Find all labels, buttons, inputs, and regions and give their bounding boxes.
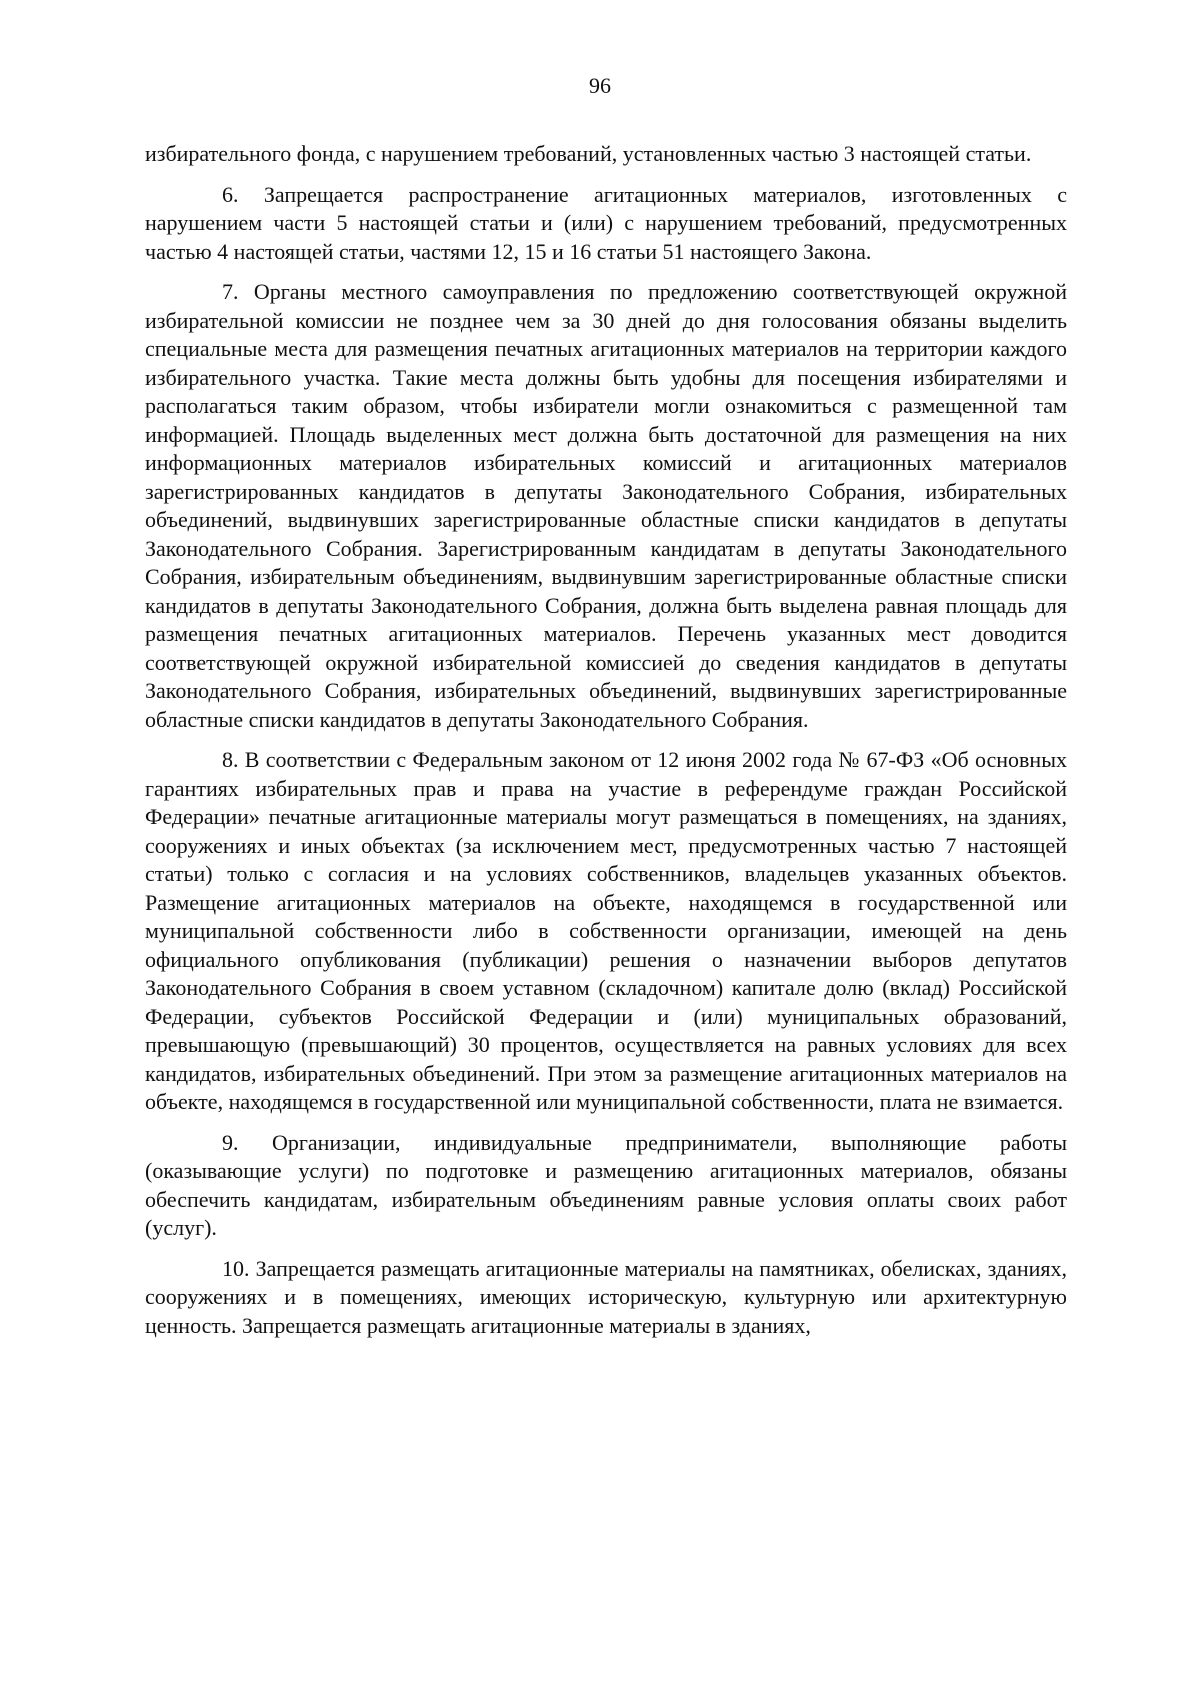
paragraph-8: 8. В соответствии с Федеральным законом от 12 июня 2002 года № 67-ФЗ «Об основных гарантиях избирательных прав и права на участие в референдуме граждан Российской Федерации» печатные агитационные материалы могут размещаться в помещениях, на зданиях, сооружениях и иных объектах (за исключением мест, предусмотренных частью 7 настоящей статьи) только с согласия и на условиях собственников, владельцев указанных объектов. Размещение агитационных материалов на объекте, находящемся в государственной или муниципальной собственности либо в собственности организации, имеющей на день официального опубликования (публикации) решения о назначении выборов депутатов Законодательного Собрания в своем уставном (складочном) капитале долю (вклад) Российской Федерации, субъектов Российской Федерации и (или) муниципальных образований, превышающую (превышающий) 30 процентов, осуществляется на равных условиях для всех кандидатов, избирательных объединений. При этом за размещение агитационных материалов на объекте, находящемся в государственной или муниципальной собственности, плата не взимается. bbox=[145, 747, 1067, 1114]
paragraph-7: 7. Органы местного самоуправления по предложению соответствующей окружной избирательной комиссии не позднее чем за 30 дней до дня голосования обязаны выделить специальные места для размещения печатных агитационных материалов на территории каждого избирательного участка. Такие места должны быть удобны для посещения избирателями и располагаться таким образом, чтобы избиратели могли ознакомиться с размещенной там информацией. Площадь выделенных мест должна быть достаточной для размещения на них информационных материалов избирательных комиссий и агитационных материалов зарегистрированных кандидатов в депутаты Законодательного Собрания, избирательных объединений, выдвинувших зарегистрированные областные списки кандидатов в депутаты Законодательного Собрания. Зарегистрированным кандидатам в депутаты Законодательного Собрания, избирательным объединениям, выдвинувшим зарегистрированные областные списки кандидатов в депутаты Законодательного Собрания, должна быть выделена равная площадь для размещения печатных агитационных материалов. Перечень указанных мест доводится соответствующей окружной избирательной комиссией до сведения кандидатов в депутаты Законодательного Собрания, избирательных объединений, выдвинувших зарегистрированные областные списки кандидатов в депутаты Законодательного Собрания. bbox=[145, 279, 1067, 732]
document-body bbox=[145, 140, 1067, 1352]
paragraph-continuation: избирательного фонда, с нарушением требований, установленных частью 3 настоящей статьи. bbox=[145, 141, 1032, 166]
paragraph-10: 10. Запрещается размещать агитационные материалы на памятниках, обелисках, зданиях, сооружениях и в помещениях, имеющих историческую, культурную или архитектурную ценность. Запрещается размещать агитационные материалы в зданиях, bbox=[145, 1255, 1067, 1338]
paragraph-6: 6. Запрещается распространение агитационных материалов, изготовленных с нарушением части 5 настоящей статьи и (или) с нарушением требований, предусмотренных частью 4 настоящей статьи, частями 12, 15 и 16 статьи 51 настоящего Закона. bbox=[145, 181, 1067, 264]
page-number: 96 bbox=[589, 73, 611, 98]
paragraph-9: 9. Организации, индивидуальные предприниматели, выполняющие работы (оказывающие услуги) по подготовке и размещению агитационных материалов, обязаны обеспечить кандидатам, избирательным объединениям равные условия оплаты своих работ (услуг). bbox=[145, 1129, 1067, 1240]
